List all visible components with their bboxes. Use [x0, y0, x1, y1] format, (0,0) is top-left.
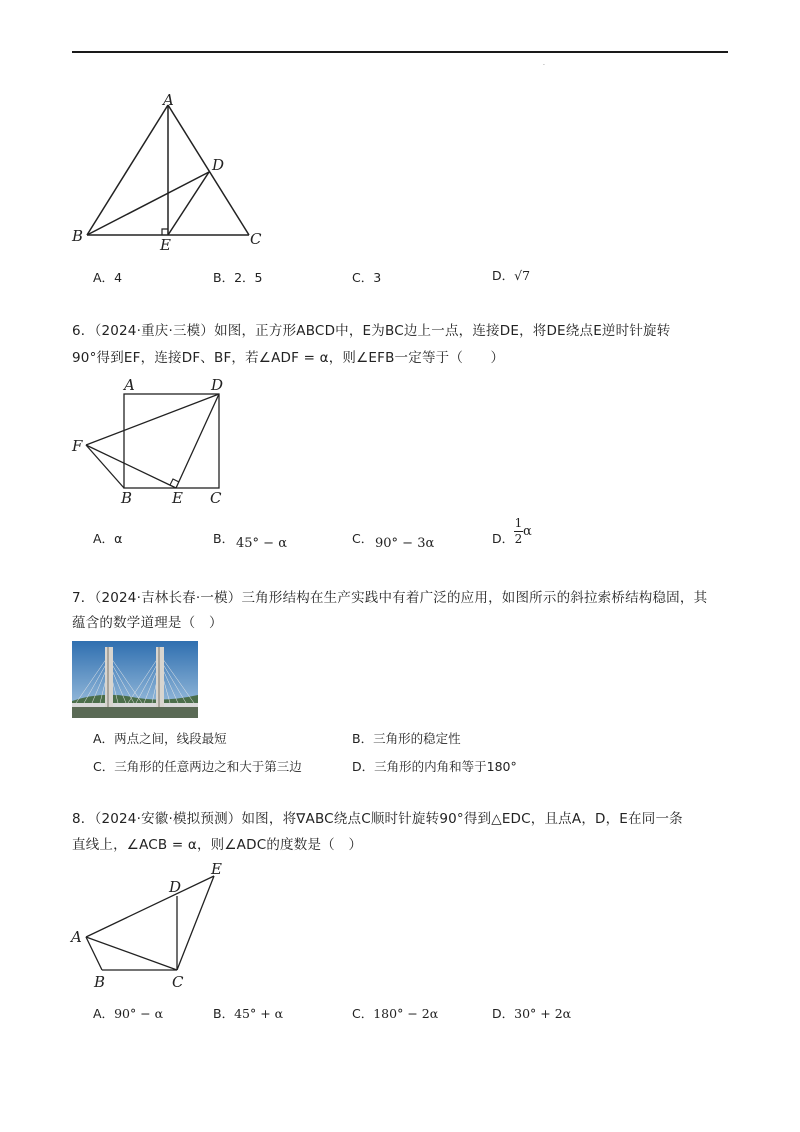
fraction-denominator: 2	[514, 532, 523, 546]
q6-stem-line1: 6．（2024·重庆·三模）如图，正方形ABCD中，E为BC边上一点，连接DE，将DE绕点E逆时针旋转	[72, 323, 671, 339]
label-c: C	[210, 489, 222, 507]
option-letter: C．	[352, 270, 374, 285]
option-letter: C．	[352, 1006, 374, 1021]
label-a: A	[163, 92, 174, 109]
q5-option-b[interactable]	[213, 268, 262, 286]
q7-option-b[interactable]	[352, 729, 461, 747]
q7-option-d[interactable]	[352, 757, 517, 775]
option-text: 90° − α	[114, 1006, 164, 1021]
q6-option-c-text: 90° − 3α	[375, 536, 435, 551]
option-text: α	[114, 531, 123, 546]
label-a: A	[71, 928, 82, 946]
option-text: 两点之间，线段最短	[114, 731, 227, 746]
q7-option-a[interactable]	[93, 729, 227, 747]
option-letter: C．	[93, 759, 115, 774]
q8-stem-line2: 直线上，∠ACB = α，则∠ADC的度数是（ ）	[72, 837, 363, 853]
option-letter: D．	[492, 1006, 515, 1021]
label-d: D	[211, 376, 224, 394]
option-text: 三角形的稳定性	[373, 731, 461, 746]
option-letter: C．	[352, 531, 374, 546]
q6-option-c[interactable]	[352, 529, 373, 547]
q8-option-c[interactable]	[352, 1004, 438, 1022]
option-text: 4	[114, 270, 123, 285]
label-b: B	[121, 489, 133, 507]
option-letter: A．	[93, 531, 115, 546]
header-mark: ·	[543, 62, 545, 69]
option-text: 2．5	[234, 270, 263, 285]
segment-fb	[86, 445, 124, 488]
segment-fe	[86, 445, 176, 488]
q7-stem-line2: 蕴含的数学道理是（ ）	[72, 615, 223, 631]
q6-option-b-text: 45° − α	[236, 536, 287, 551]
label-e: E	[160, 236, 171, 252]
option-letter: D．	[492, 531, 515, 546]
segment-ab	[87, 105, 168, 235]
option-text: √7	[514, 268, 531, 283]
option-letter: A．	[93, 1006, 115, 1021]
label-d: D	[212, 156, 225, 174]
right-angle-mark	[162, 229, 168, 235]
q7-stem-line1: 7．（2024·吉林长春·一模）三角形结构在生产实践中有着广泛的应用，如图所示的斜拉索桥结构稳固，其	[72, 590, 708, 606]
option-text: 三角形的内角和等于180°	[374, 759, 517, 774]
option-text: 3	[373, 270, 382, 285]
label-b: B	[94, 973, 106, 991]
q6-option-a[interactable]	[93, 529, 122, 547]
option-text: 45° + α	[234, 1006, 284, 1021]
label-e: E	[172, 489, 183, 507]
q5-triangle-figure	[70, 92, 270, 252]
q6-stem-line2: 90°得到EF，连接DF、BF，若∠ADF = α，则∠EFB一定等于（ ）	[72, 350, 505, 366]
q5-option-a[interactable]	[93, 268, 122, 286]
label-e: E	[211, 860, 222, 878]
option-letter: A．	[93, 270, 115, 285]
q5-option-d[interactable]	[492, 266, 530, 284]
cable-stayed-bridge-photo	[72, 641, 198, 718]
q6-option-d[interactable]	[492, 529, 514, 547]
q6-square-figure	[68, 375, 238, 510]
segment-ec	[177, 876, 214, 970]
q8-option-d[interactable]	[492, 1004, 571, 1022]
label-d: D	[169, 878, 182, 896]
label-f: F	[72, 437, 83, 455]
q5-option-c[interactable]	[352, 268, 381, 286]
label-c: C	[250, 230, 262, 248]
q6-option-d-expr	[514, 517, 532, 546]
option-text: 30° + 2α	[514, 1006, 572, 1021]
option-letter: B．	[213, 531, 235, 546]
option-letter: D．	[492, 268, 515, 283]
square-abcd	[124, 394, 219, 488]
option-letter: B．	[213, 270, 235, 285]
segment-ae	[86, 876, 214, 937]
q8-option-a[interactable]	[93, 1004, 163, 1022]
option-letter: B．	[213, 1006, 235, 1021]
q7-option-c[interactable]	[93, 757, 302, 775]
option-letter: B．	[352, 731, 374, 746]
label-c: C	[172, 973, 184, 991]
q8-stem-line1: 8．（2024·安徽·模拟预测）如图，将∇ABC绕点C顺时针旋转90°得到△EDC，且点A，D，E在同一条	[72, 811, 683, 827]
q6-option-b[interactable]	[213, 529, 234, 547]
option-text: 180° − 2α	[373, 1006, 439, 1021]
segment-bd	[87, 172, 209, 235]
option-text: 三角形的任意两边之和大于第三边	[114, 759, 302, 774]
fraction	[514, 517, 523, 546]
q8-rotation-figure	[66, 860, 236, 995]
fraction-numerator: 1	[514, 516, 523, 530]
label-a: A	[124, 376, 135, 394]
label-b: B	[72, 227, 84, 245]
segment-ed	[168, 172, 209, 235]
option-letter: D．	[352, 759, 375, 774]
fraction-variable: α	[523, 524, 532, 539]
header-rule	[72, 51, 728, 53]
q8-option-b[interactable]	[213, 1004, 283, 1022]
option-letter: A．	[93, 731, 115, 746]
